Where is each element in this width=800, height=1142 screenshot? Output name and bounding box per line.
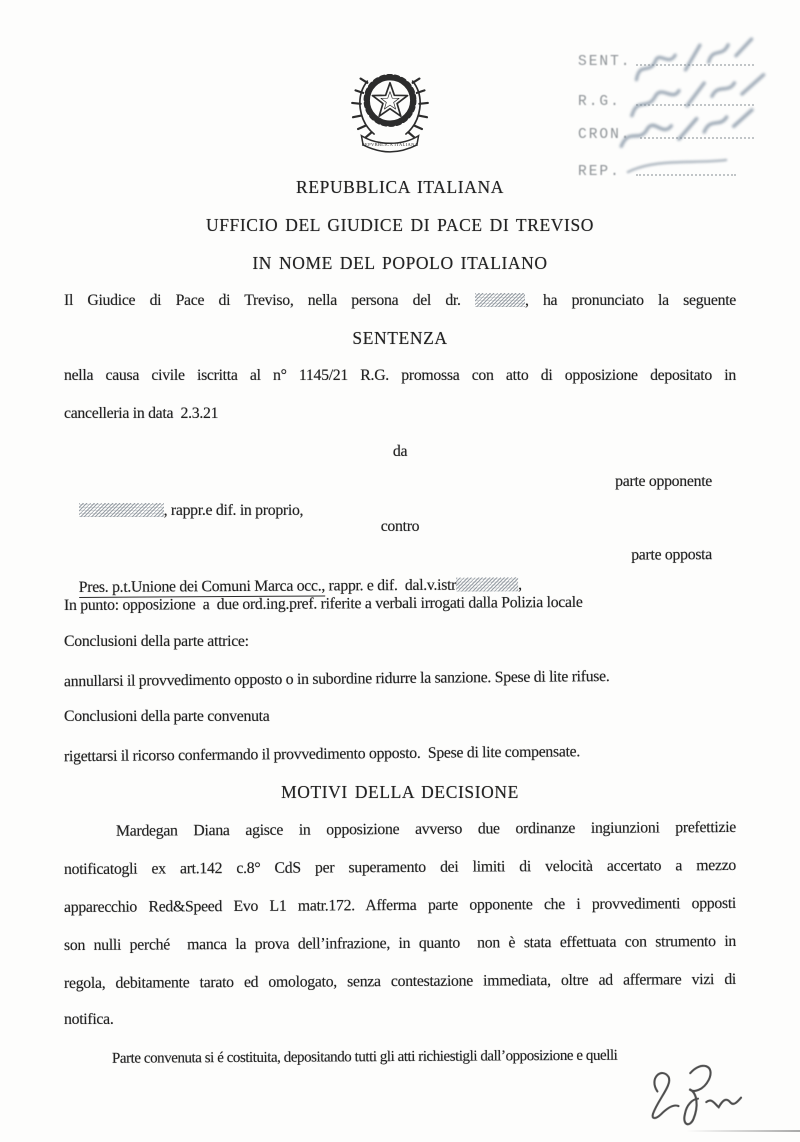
- judge-text-post: , ha pronunciato la seguente: [524, 292, 737, 309]
- motivi-para1-line5: regola, debitamente tarato ed omologato, senza contestazione immediata, oltre ad affermare vizi di: [63, 970, 737, 993]
- line-opposta: [64, 546, 736, 596]
- opposed-party-post: ,: [518, 576, 522, 594]
- registry-stamp-block: [578, 52, 793, 192]
- judge-signature: [640, 1058, 775, 1138]
- opposed-party-name: Pres. p.t.Unione dei Comuni Marca occ.,: [78, 577, 326, 596]
- line-causa-2: cancelleria in data 2.3.21: [64, 405, 219, 422]
- motivi-para1-line2: notificatogli ex art.142 c.8° CdS per superamento dei limiti di velocità accertato a mezzo: [63, 856, 737, 879]
- stamp-label-cron: CRON.: [578, 127, 632, 143]
- heading-repubblica: REPUBBLICA ITALIANA: [296, 177, 504, 197]
- party-role-opposta: parte opposta: [631, 546, 712, 564]
- line-conclusioni-convenuta-text: rigettarsi il ricorso confermando il provvedimento opposto. Spese di lite compensate.: [63, 743, 581, 766]
- opposed-party-mid: rappr. e dif. dal.v.istr: [324, 576, 457, 595]
- motivi-para2: Parte convenuta si é costituita, depositando tutti gli atti richiestigli dall’opposizione e quelli: [111, 1047, 618, 1067]
- italy-emblem: [348, 58, 432, 158]
- signature-scribble: [637, 1053, 777, 1142]
- line-in-punto: In punto: opposizione a due ord.ing.pref. riferite a verbali irrogati dalla Polizia locale: [63, 593, 583, 615]
- handwritten-scribble-rep: [622, 154, 732, 178]
- line-contro: contro: [380, 518, 420, 535]
- stamp-label-sent: SENT.: [578, 54, 632, 70]
- heading-motivi: MOTIVI DELLA DECISIONE: [281, 782, 519, 802]
- emblem-banner-text: REPVBBLICA ITALIANA: [361, 142, 419, 148]
- scan-artifact-line: [686, 1130, 800, 1132]
- redacted-istr-name: [456, 577, 518, 591]
- heading-in-nome: IN NOME DEL POPOLO ITALIANO: [252, 253, 548, 273]
- line-judge: [64, 290, 736, 314]
- line-conclusioni-attrice-label: Conclusioni della parte attrice:: [64, 633, 249, 650]
- motivi-para1-line1: Mardegan Diana agisce in opposizione avverso due ordinanze ingiunzioni prefettizie: [115, 818, 737, 840]
- motivi-para1-line3: apparecchio Red&Speed Evo L1 matr.172. Afferma parte opponente che i provvedimenti opposti: [63, 894, 737, 917]
- redacted-judge-name: [475, 293, 525, 307]
- redacted-opponent-name: [79, 503, 164, 517]
- motivi-para1-line4: son nulli perché manca la prova dell’infrazione, in quanto non è stata effettuata con strumento in: [63, 932, 737, 955]
- italy-emblem-graphic: [348, 58, 432, 158]
- line-opponente: [64, 473, 736, 519]
- stamp-label-rg: R.G.: [578, 94, 621, 110]
- stamp-label-rep: REP.: [578, 164, 621, 180]
- judge-text-pre: Il Giudice di Pace di Treviso, nella persona del dr.: [64, 292, 475, 309]
- opponent-text: , rappr.e dif. in proprio,: [163, 502, 304, 519]
- heading-sentenza: SENTENZA: [352, 328, 448, 348]
- line-causa-1: nella causa civile iscritta al n° 1145/21 R.G. promossa con atto di opposizione depositato in: [64, 367, 736, 384]
- motivi-para1-line6: notifica.: [64, 1011, 114, 1028]
- party-role-opponente: parte opponente: [615, 473, 712, 490]
- line-da: da: [392, 443, 408, 460]
- line-conclusioni-convenuta-label: Conclusioni della parte convenuta: [64, 708, 270, 725]
- stamp-row-rg: [578, 92, 621, 110]
- heading-ufficio: UFFICIO DEL GIUDICE DI PACE DI TREVISO: [205, 215, 595, 235]
- line-conclusioni-attrice-text: annullarsi il provvedimento opposto o in subordine ridurre la sanzione. Spese di lite rifuse.: [63, 667, 610, 691]
